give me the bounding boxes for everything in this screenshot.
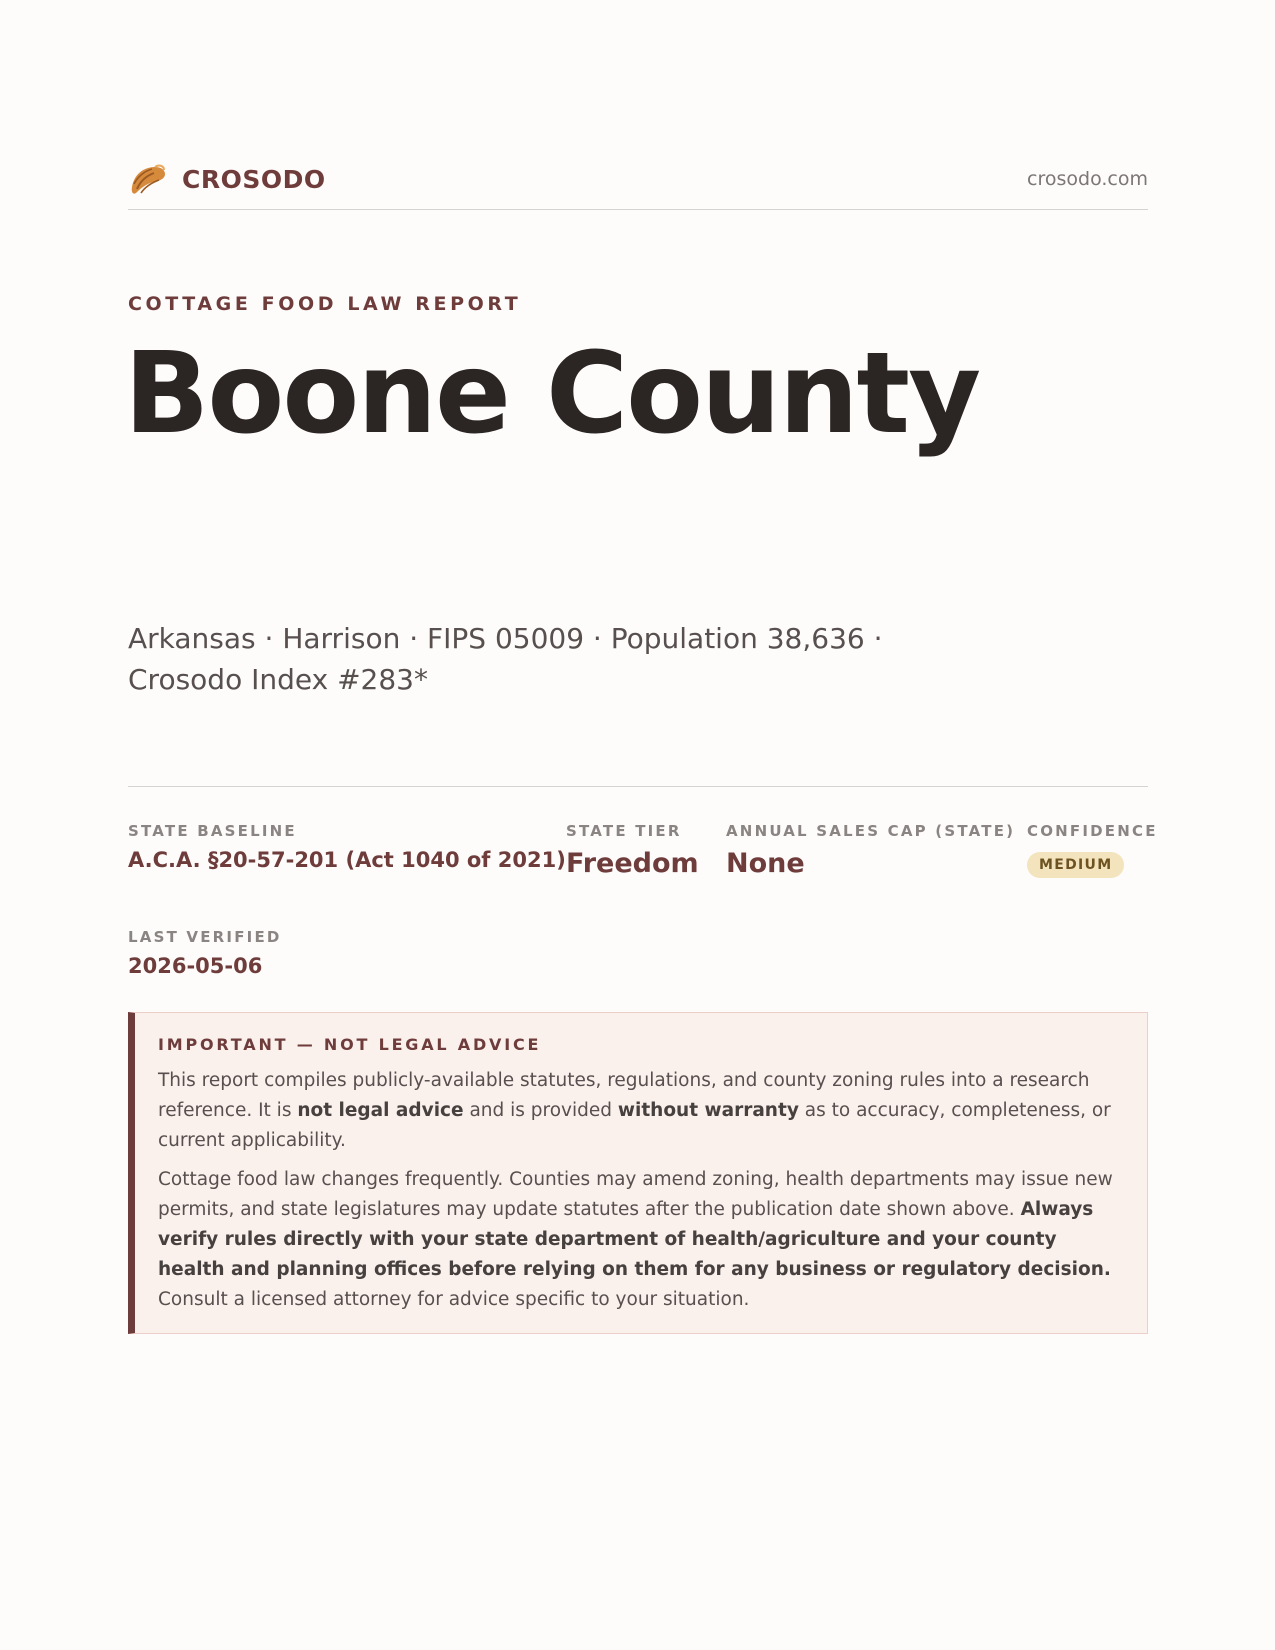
field-state-baseline [128, 822, 566, 872]
legal-notice [128, 1012, 1148, 1334]
county-meta [128, 618, 888, 700]
field-label: STATE TIER [566, 822, 682, 840]
notice-title: IMPORTANT — NOT LEGAL ADVICE [158, 1035, 542, 1054]
croissant-icon [128, 160, 168, 198]
field-sales-cap [726, 822, 1015, 879]
field-label: CONFIDENCE [1027, 822, 1158, 840]
section-divider [128, 786, 1148, 787]
confidence-badge: MEDIUM [1027, 852, 1124, 878]
field-value: 2026-05-06 [128, 954, 263, 978]
field-last-verified [128, 928, 282, 978]
brand[interactable] [128, 160, 326, 198]
page-header [128, 160, 1148, 210]
field-label: LAST VERIFIED [128, 928, 282, 946]
field-label: ANNUAL SALES CAP (STATE) [726, 822, 1016, 840]
field-value: A.C.A. §20-57-201 (Act 1040 of 2021) [128, 848, 566, 872]
field-confidence [1027, 822, 1158, 878]
field-label: STATE BASELINE [128, 822, 297, 840]
page-title: Boone County [124, 329, 980, 459]
report-eyebrow: COTTAGE FOOD LAW REPORT [128, 293, 522, 315]
brand-name: CROSODO [182, 164, 326, 194]
field-value: Freedom [566, 848, 699, 879]
field-value: None [726, 848, 805, 879]
notice-paragraph-2: Cottage food law changes frequently. Counties may amend zoning, health departments may issue new permits, and state legislatures may update statutes after the publication date shown above. Always verify rules directly with your state department of health/agriculture and your county health and planning offices before relying on them for any business or regulatory decision. Consult a licensed attorney for advice specific to your situation. [158, 1169, 1113, 1310]
notice-paragraph-1: This report compiles publicly-available statutes, regulations, and county zoning rules into a research reference. It is not legal advice and is provided without warranty as to accuracy, completeness, or current applicability. [158, 1070, 1111, 1151]
county-meta-line-1: Arkansas · Harrison · FIPS 05009 · Population 38,636 · [128, 622, 883, 655]
county-meta-line-2: Crosodo Index #283* [128, 663, 428, 696]
field-state-tier [566, 822, 699, 879]
site-url-link[interactable]: crosodo.com [1027, 168, 1148, 190]
